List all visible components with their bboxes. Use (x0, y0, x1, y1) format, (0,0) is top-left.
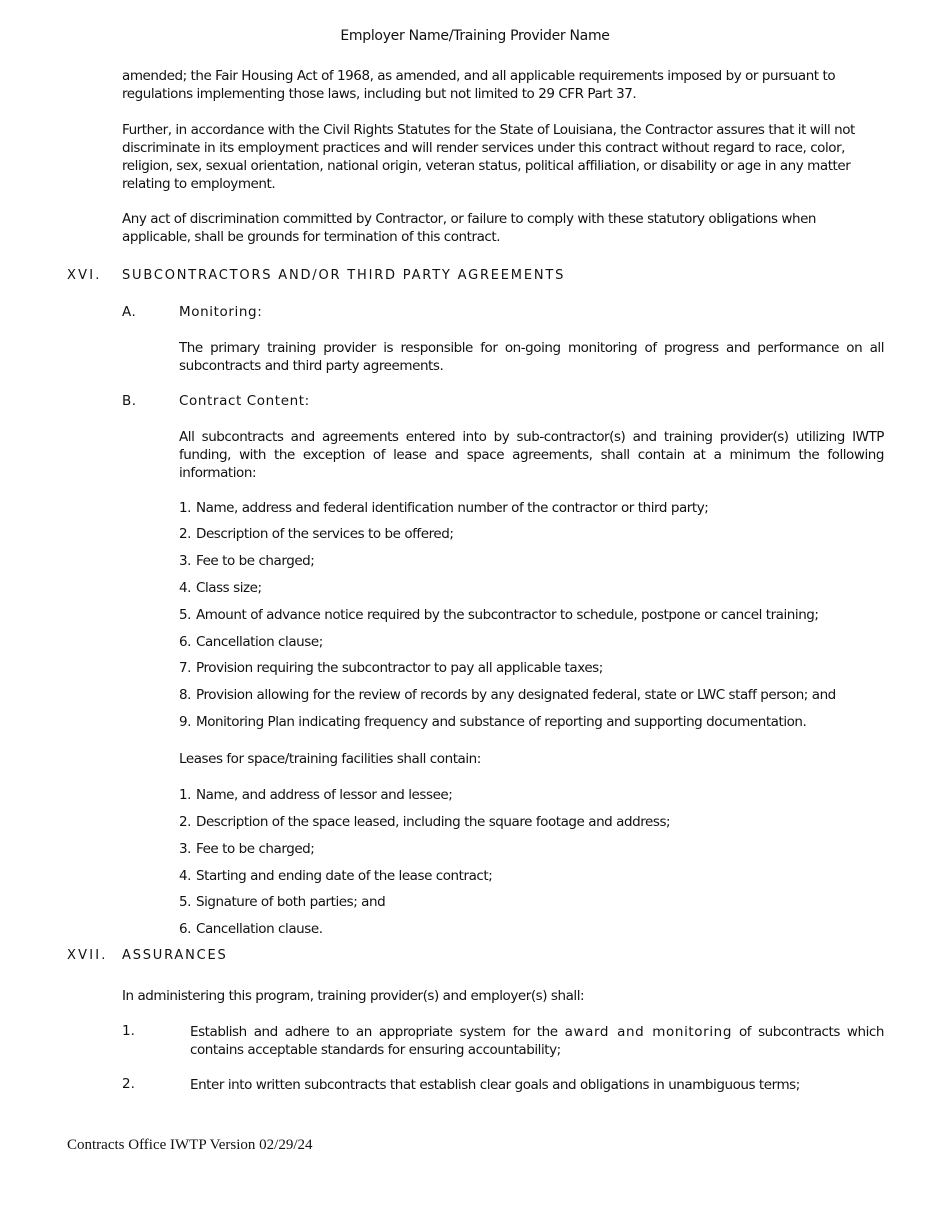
lease-item-text: Signature of both parties; and (196, 894, 386, 910)
assurance-item-number: 2. (122, 1076, 135, 1092)
intro-paragraph-2: Further, in accordance with the Civil Rights Statutes for the State of Louisiana, the Contractor assures that it will not discriminate in its employment practices and will render services under this contract without regard to race, color, religion, sex, sexual orientation, national origin, veteran status, political affiliation, or disability or age in any matter relating to employment. (122, 122, 855, 192)
lease-item-text: Starting and ending date of the lease contract; (196, 868, 493, 884)
contract-item-number: 2. (179, 526, 191, 542)
assurances-intro: In administering this program, training provider(s) and employer(s) shall: (122, 988, 585, 1004)
lease-item-number: 6. (179, 921, 191, 937)
page-header: Employer Name/Training Provider Name (340, 28, 610, 44)
subsection-b-letter: B. (122, 393, 137, 409)
page-footer: Contracts Office IWTP Version 02/29/24 (67, 1137, 313, 1153)
section-16-title: SUBCONTRACTORS AND/OR THIRD PARTY AGREEMENTS (122, 268, 566, 283)
contract-item (179, 634, 323, 650)
contract-item-text: Name, address and federal identification number of the contractor or third party; (196, 500, 709, 516)
contract-item (179, 660, 603, 676)
lease-item-text: Name, and address of lessor and lessee; (196, 787, 453, 803)
intro-paragraph-1: amended; the Fair Housing Act of 1968, as amended, and all applicable requirements imposed by or pursuant to regulations implementing those laws, including but not limited to 29 CFR Part 37. (122, 68, 836, 102)
contract-item-number: 3. (179, 553, 191, 569)
subsection-a-title: Monitoring: (179, 304, 263, 320)
lease-item-text: Cancellation clause. (196, 921, 323, 937)
contract-item-number: 7. (179, 660, 191, 676)
assurance-item-text: Enter into written subcontracts that establish clear goals and obligations in unambiguous terms; (190, 1077, 800, 1093)
contract-item-number: 4. (179, 580, 191, 596)
intro-paragraph-3: Any act of discrimination committed by Contractor, or failure to comply with these statutory obligations when applicable, shall be grounds for termination of this contract. (122, 211, 817, 245)
contract-item (179, 714, 806, 730)
assurance-text-after: of subcontracts which contains acceptable standards for ensuring accountability; (190, 1024, 884, 1058)
lease-item (179, 814, 670, 830)
lease-item-number: 5. (179, 894, 191, 910)
contract-item-number: 1. (179, 500, 191, 516)
contract-item-text: Monitoring Plan indicating frequency and substance of reporting and supporting documentation. (196, 714, 807, 730)
contract-item-text: Provision requiring the subcontractor to pay all applicable taxes; (196, 660, 603, 676)
section-16-number: XVI. (67, 268, 102, 283)
assurance-text-before: Establish and adhere to an appropriate system for the (190, 1024, 558, 1040)
contract-item-text: Cancellation clause; (196, 634, 323, 650)
contract-item-number: 9. (179, 714, 191, 730)
contract-item-text: Provision allowing for the review of records by any designated federal, state or LWC staff person; and (196, 687, 836, 703)
contract-item-text: Class size; (196, 580, 262, 596)
lease-item-text: Fee to be charged; (196, 841, 315, 857)
subsection-b-title: Contract Content: (179, 393, 310, 409)
assurance-emphasis: award and monitoring (564, 1024, 732, 1040)
lease-item-number: 4. (179, 868, 191, 884)
contract-item-text: Description of the services to be offered; (196, 526, 454, 542)
subsection-b-body: All subcontracts and agreements entered into by sub-contractor(s) and training provider(s) utilizing IWTP funding, with the exception of lease and space agreements, shall contain at a minimum the following information: (179, 429, 884, 481)
contract-item (179, 687, 836, 703)
lease-item (179, 787, 452, 803)
subsection-a-letter: A. (122, 304, 137, 320)
lease-item (179, 894, 385, 910)
contract-item (179, 500, 708, 516)
contract-item (179, 607, 819, 623)
subsection-a-body: The primary training provider is responsible for on-going monitoring of progress and performance on all subcontracts and third party agreements. (179, 340, 884, 374)
contract-item-number: 5. (179, 607, 191, 623)
lease-item-number: 3. (179, 841, 191, 857)
contract-item-number: 6. (179, 634, 191, 650)
assurance-item-text (190, 1023, 884, 1059)
lease-item-text: Description of the space leased, including the square footage and address; (196, 814, 671, 830)
assurance-item-number: 1. (122, 1023, 135, 1039)
contract-item (179, 553, 314, 569)
lease-item (179, 921, 323, 937)
contract-item-text: Amount of advance notice required by the subcontractor to schedule, postpone or cancel training; (196, 607, 819, 623)
leases-intro: Leases for space/training facilities shall contain: (179, 751, 481, 767)
contract-item (179, 526, 453, 542)
lease-item-number: 1. (179, 787, 191, 803)
lease-item-number: 2. (179, 814, 191, 830)
section-17-number: XVII. (67, 948, 108, 963)
lease-item (179, 868, 492, 884)
contract-item (179, 580, 262, 596)
lease-item (179, 841, 314, 857)
section-17-title: ASSURANCES (122, 948, 228, 963)
contract-item-text: Fee to be charged; (196, 553, 315, 569)
contract-item-number: 8. (179, 687, 191, 703)
